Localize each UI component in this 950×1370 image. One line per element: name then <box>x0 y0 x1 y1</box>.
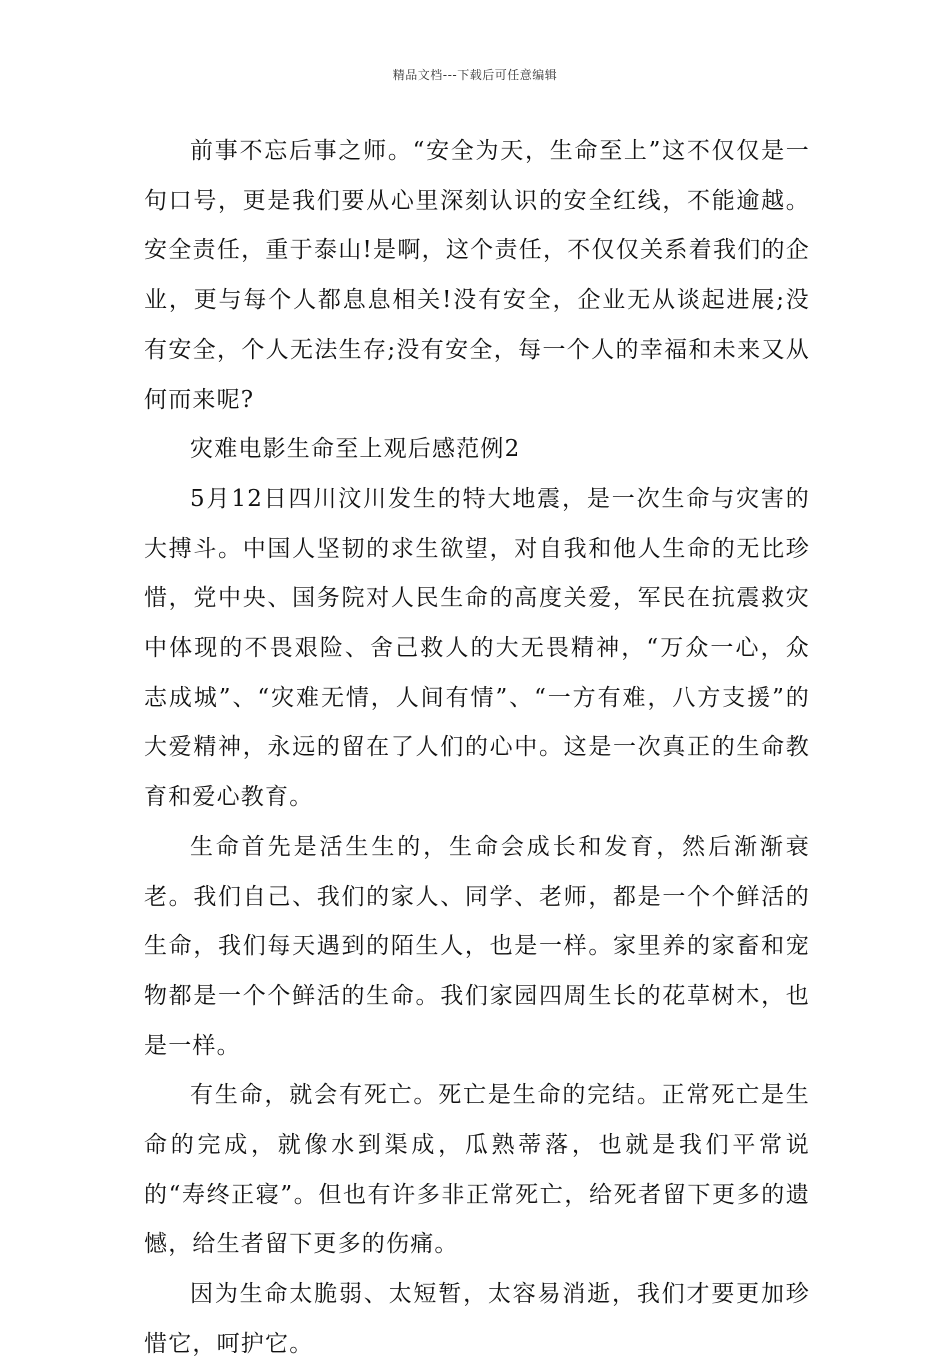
paragraph-cherish-life: 因为生命太脆弱、太短暂，太容易消逝，我们才要更加珍惜它，呵护它。 <box>144 1281 810 1357</box>
paragraph-life-growth: 生命首先是活生生的，生命会成长和发育，然后渐渐衰老。我们自己、我们的家人、同学、老师，都是一个个鲜活的生命，我们每天遇到的陌生人，也是一样。家里养的家畜和宠物都是一个个鲜活的生命。我们家园四周生长的花草树木，也是一样。 <box>144 833 810 1059</box>
page-header: 精品文档---下载后可任意编辑 <box>392 68 558 82</box>
paragraph-safety: 前事不忘后事之师。“安全为天，生命至上”这不仅仅是一句口号，更是我们要从心里深刻认识的安全红线，不能逾越。安全责任，重于泰山!是啊，这个责任，不仅仅关系着我们的企业，更与每个人都息息相关!没有安全，企业无从谈起进展;没有安全，个人无法生存;没有安全，每一个人的幸福和未来又从何而来呢? <box>144 138 810 413</box>
paragraph-death: 有生命，就会有死亡。死亡是生命的完结。正常死亡是生命的完成，就像水到渠成，瓜熟蒂落，也就是我们平常说的“寿终正寝”。但也有许多非正常死亡，给死者留下更多的遗憾，给生者留下更多的伤痛。 <box>144 1082 810 1258</box>
section-heading: 灾难电影生命至上观后感范例2 <box>190 436 521 463</box>
paragraph-earthquake: 5月12日四川汶川发生的特大地震，是一次生命与灾害的大搏斗。中国人坚韧的求生欲望，对自我和他人生命的无比珍惜，党中央、国务院对人民生命的高度关爱，军民在抗震救灾中体现的不畏艰险、舍己救人的大无畏精神，“万众一心，众志成城”、“灾难无情，人间有情”、“一方有难，八方支援”的大爱精神，永远的留在了人们的心中。这是一次真正的生命教育和爱心教育。 <box>144 485 810 811</box>
body-text <box>144 127 810 1370</box>
